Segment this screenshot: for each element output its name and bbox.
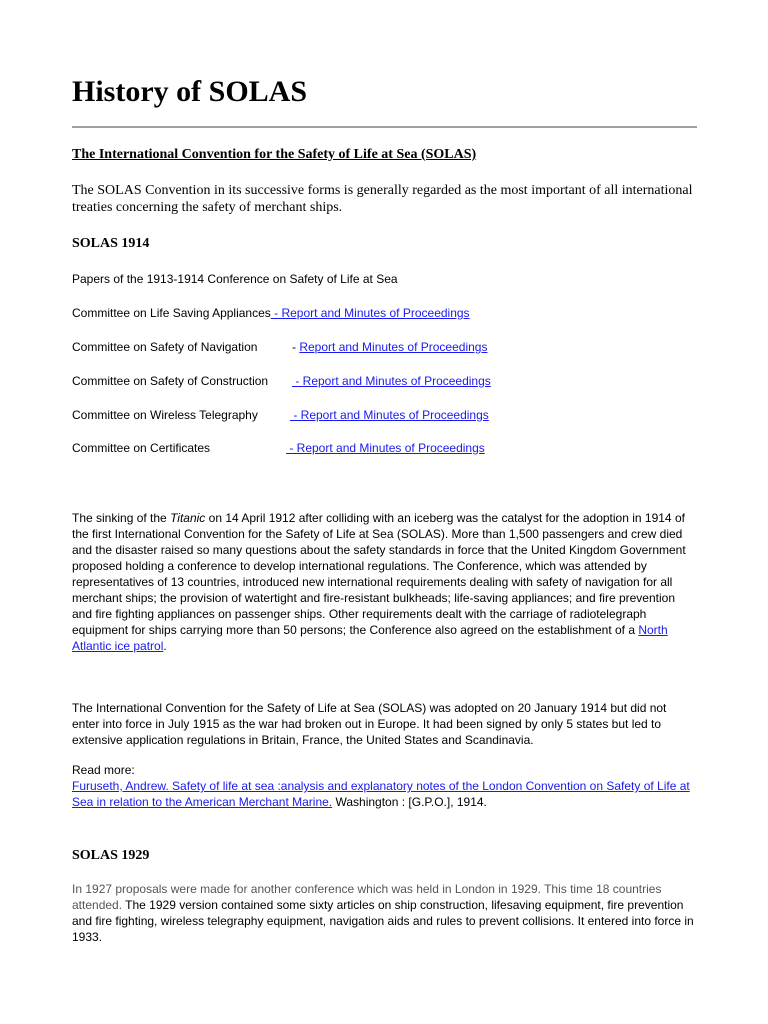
read-more-block: [72, 762, 697, 810]
report-minutes-link[interactable]: - Report and Minutes of Proceedings: [290, 408, 489, 422]
document-subtitle: The International Convention for the Safety of Life at Sea (SOLAS): [72, 147, 477, 162]
report-minutes-link[interactable]: Report and Minutes of Proceedings: [299, 340, 488, 354]
committee-name: Committee on Safety of Construction: [72, 374, 269, 388]
section-heading-solas-1914: SOLAS 1914: [72, 236, 150, 251]
adoption-paragraph: The International Convention for the Safety of Life at Sea (SOLAS) was adopted on 20 January 1914 but did not enter into force in July 1915 as the war had broken out in Europe. It had been signed by only 5 states but led to extensive application regulations in Britain, France, the United States and Scandinavia.: [72, 701, 667, 747]
horizontal-rule: [72, 126, 697, 128]
committee-row: [72, 373, 697, 389]
titanic-ship-name: Titanic: [170, 511, 206, 525]
titanic-paragraph: [72, 510, 697, 654]
report-minutes-link[interactable]: - Report and Minutes of Proceedings: [270, 306, 470, 320]
reference-publisher: Washington : [G.P.O.], 1914.: [332, 795, 487, 809]
intro-paragraph: The SOLAS Convention in its successive forms is generally regarded as the most important of all international treaties concerning the safety of merchant ships.: [72, 183, 693, 215]
section-heading-solas-1929: SOLAS 1929: [72, 848, 150, 863]
committee-name: Committee on Safety of Navigation: [72, 340, 258, 354]
ice-patrol-link[interactable]: North Atlantic ice patrol: [72, 623, 668, 653]
titanic-text-before: The sinking of the: [72, 511, 171, 525]
titanic-text-body: on 14 April 1912 after colliding with an iceberg was the catalyst for the adoption in 1914 of the first International Convention for the Safety of Life at Sea (SOLAS). More than 1,500 passengers and crew died and the disaster raised so many questions about the safety standards in force that the United Kingdom Government proposed holding a conference to develop international regulations. The Conference, which was attended by representatives of 13 countries, introduced new international requirements dealing with safety of navigation for all merchant ships; the provision of watertight and fire-resistant bulkheads; life-saving appliances; and fire prevention and fire fighting appliances on passenger ships. Other requirements dealt with the carriage of radiotelegraph equipment for ships carrying more than 50 persons; the Conference also agreed on the establishment of a: [72, 511, 686, 637]
report-minutes-link[interactable]: - Report and Minutes of Proceedings: [286, 441, 485, 455]
page-title: History of SOLAS: [72, 75, 308, 108]
solas-1929-text: The 1929 version contained some sixty articles on ship construction, lifesaving equipment, fire prevention and fire fighting, wireless telegraphy equipment, navigation aids and rules to prevent collisions. It entered into force in 1933.: [72, 898, 694, 944]
solas-1929-gray-text: In 1927 proposals were made for another conference which was held in London in 1929. This time 18 countries attended.: [72, 882, 662, 912]
solas-1929-paragraph: [72, 881, 697, 945]
committee-row: [72, 440, 697, 456]
titanic-text-end: .: [163, 639, 167, 653]
committee-row: [72, 407, 697, 423]
committee-name: Committee on Wireless Telegraphy: [72, 408, 258, 422]
committee-name: Committee on Life Saving Appliances: [72, 306, 271, 320]
conference-papers-line: Papers of the 1913-1914 Conference on Safety of Life at Sea: [72, 272, 398, 286]
furuseth-reference-link[interactable]: Furuseth, Andrew. Safety of life at sea :analysis and explanatory notes of the London Convention on Safety of Life at Sea in relation to the American Merchant Marine.: [72, 779, 690, 809]
committee-row: [72, 305, 697, 321]
link-separator: -: [292, 340, 300, 354]
read-more-label: Read more:: [72, 763, 135, 777]
committee-name: Committee on Certificates: [72, 441, 211, 455]
report-minutes-link[interactable]: - Report and Minutes of Proceedings: [292, 374, 491, 388]
committee-row: [72, 339, 697, 355]
